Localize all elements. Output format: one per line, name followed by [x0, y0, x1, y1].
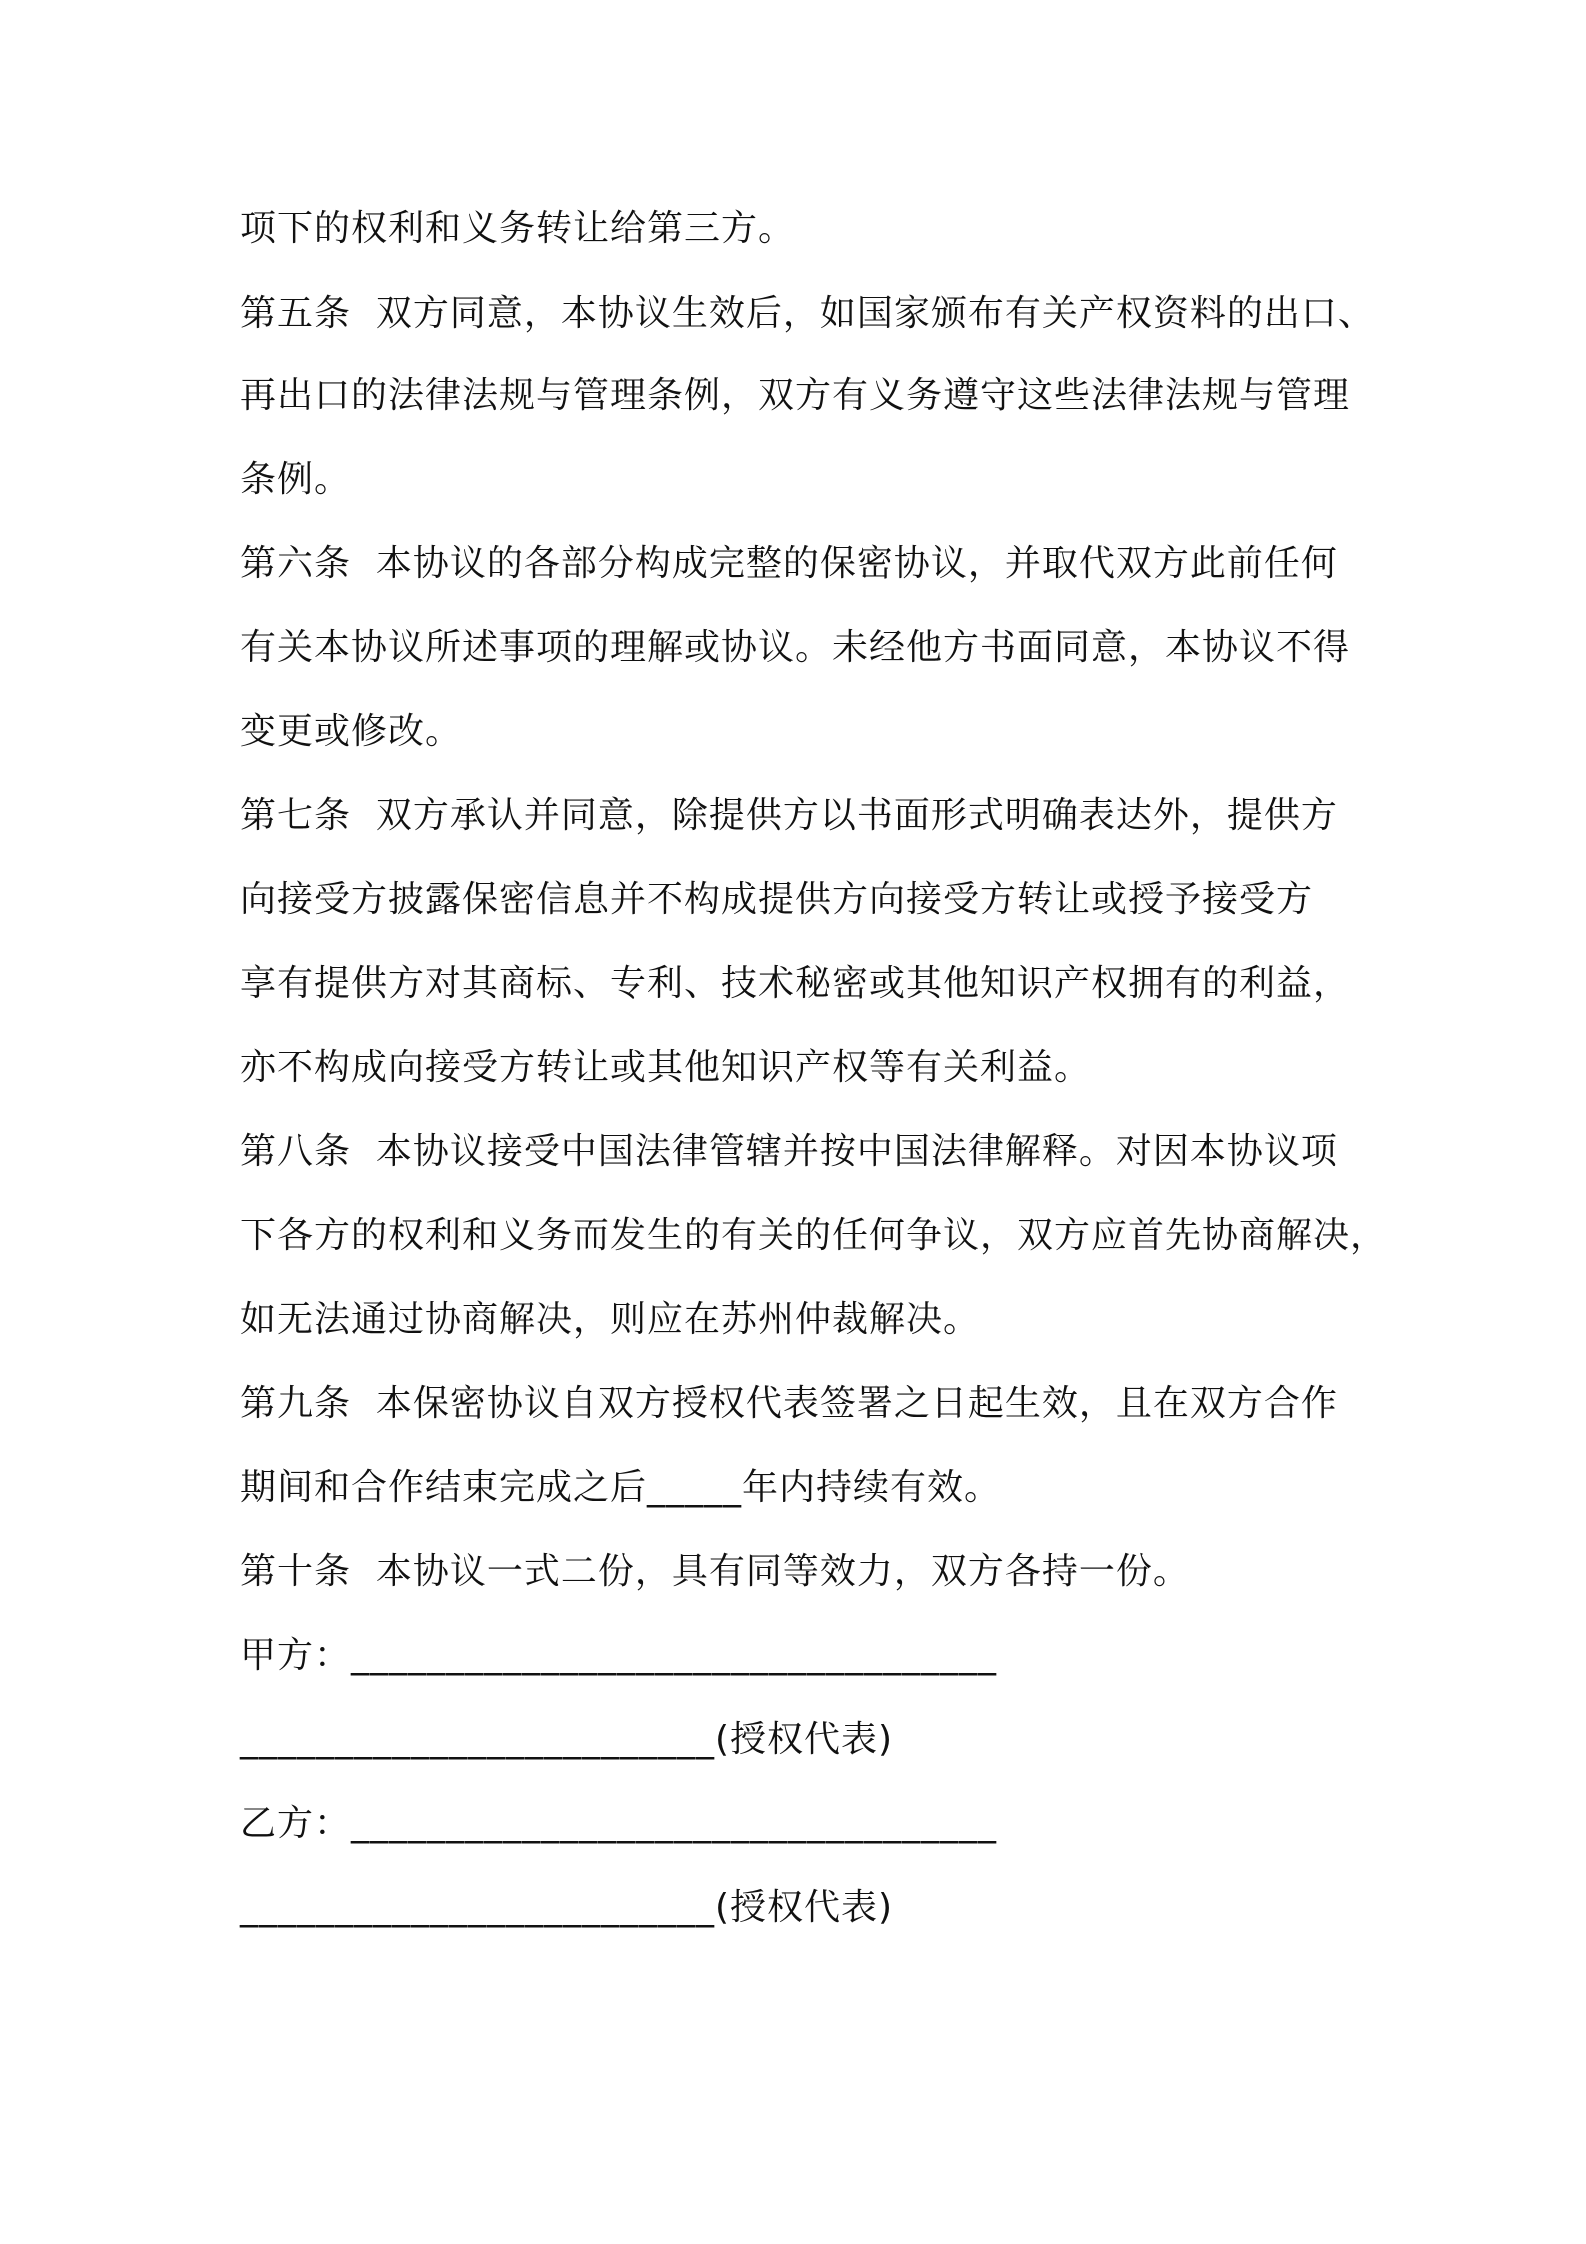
clause-6-line-3: 变更或修改。 [240, 711, 463, 752]
clause-7-line-3: 享有提供方对其商标、专利、技术秘密或其他知识产权拥有的利益， [240, 963, 1351, 1004]
clause-7-line-1: 第七条 双方承认并同意，除提供方以书面形式明确表达外，提供方 [240, 795, 1338, 836]
clause-9-line-2: 期间和合作结束完成之后_____年内持续有效。 [240, 1467, 1002, 1508]
party-b-representative-line: _________________________(授权代表) [240, 1887, 894, 1928]
clause-9-line-1: 第九条 本保密协议自双方授权代表签署之日起生效，且在双方合作 [240, 1383, 1338, 1424]
clause-6-line-2: 有关本协议所述事项的理解或协议。未经他方书面同意，本协议不得 [240, 627, 1351, 668]
clause-4-continuation: 项下的权利和义务转让给第三方。 [240, 208, 796, 249]
clause-7-line-4: 亦不构成向接受方转让或其他知识产权等有关利益。 [240, 1047, 1092, 1088]
clause-8-line-3: 如无法通过协商解决，则应在苏州仲裁解决。 [240, 1299, 981, 1340]
clause-6-line-1: 第六条 本协议的各部分构成完整的保密协议，并取代双方此前任何 [240, 543, 1338, 584]
party-a-representative-line: _________________________(授权代表) [240, 1719, 894, 1760]
clause-8-line-2: 下各方的权利和义务而发生的有关的任何争议，双方应首先协商解决， [240, 1215, 1388, 1256]
party-a-signature-line: 甲方：__________________________________ [240, 1635, 998, 1676]
clause-5-line-3: 条例。 [240, 459, 352, 500]
clause-8-line-1: 第八条 本协议接受中国法律管辖并按中国法律解释。对因本协议项 [240, 1131, 1338, 1172]
clause-5-line-1: 第五条 双方同意，本协议生效后，如国家颁布有关产权资料的出口、 [240, 293, 1375, 334]
clause-5-line-2: 再出口的法律法规与管理条例，双方有义务遵守这些法律法规与管理 [240, 375, 1351, 416]
party-b-signature-line: 乙方：__________________________________ [240, 1803, 998, 1844]
clause-7-line-2: 向接受方披露保密信息并不构成提供方向接受方转让或授予接受方 [240, 879, 1314, 920]
clause-10-line-1: 第十条 本协议一式二份，具有同等效力，双方各持一份。 [240, 1551, 1190, 1592]
